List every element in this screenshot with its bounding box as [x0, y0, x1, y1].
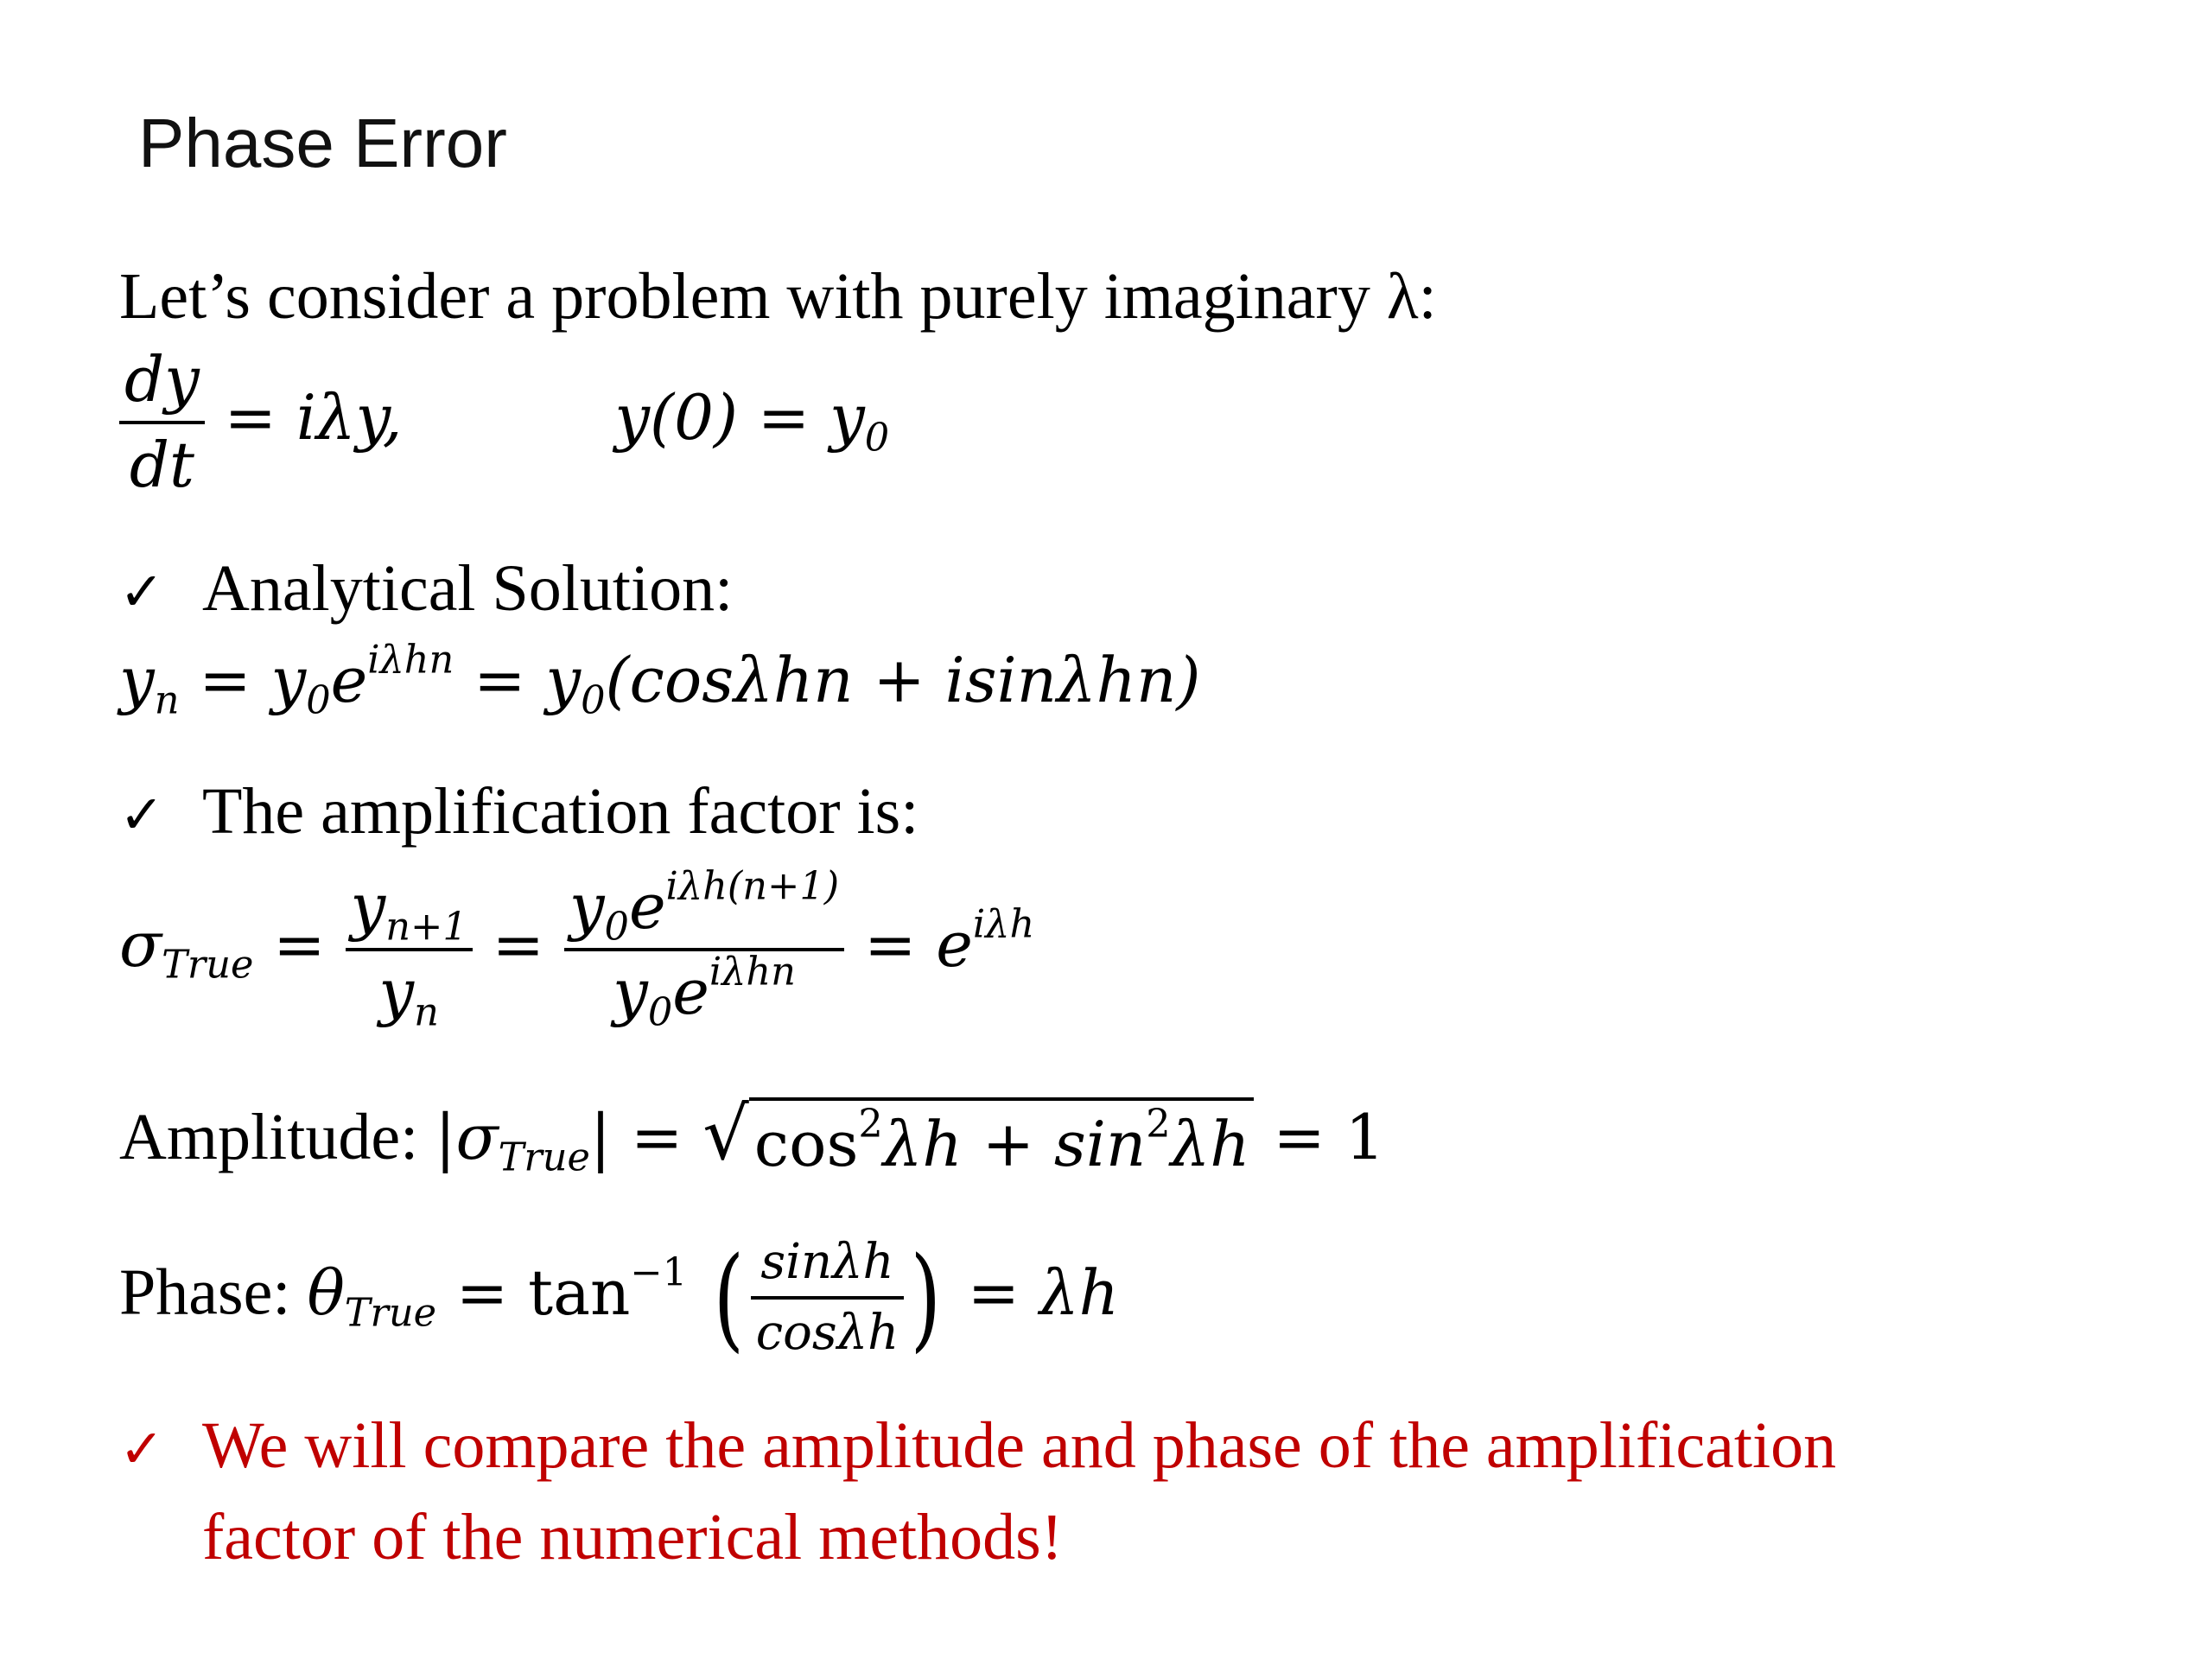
fraction-bar	[119, 421, 205, 424]
amplitude-equation: $|\sigma_{True}|$ = √ $\cos^2\lambda h + \sin^2\lambda h$ = 1	[435, 1091, 1385, 1180]
amplification-result: $e^{i\lambda h}$	[936, 901, 1035, 982]
sin-cos-fraction: $\frac{\sin\lambda h}{\cos\lambda h}$	[751, 1236, 904, 1359]
square-root: √ $\cos^2\lambda h + \sin^2\lambda h$	[702, 1097, 1253, 1180]
exponential-fraction: $\frac{y_0e^{i\lambda h(n+1)}}{y_0e^{i\lambda hn}}$	[564, 873, 844, 1027]
amplification-heading	[119, 774, 918, 849]
derivative-fraction	[119, 343, 205, 502]
amplitude-label: Amplitude:	[119, 1101, 435, 1173]
amplitude-line	[119, 1091, 1385, 1180]
conclusion-text-1: We will compare the amplitude and phase of the amplification	[202, 1409, 1837, 1482]
slide-title: Phase Error	[138, 105, 507, 181]
ode-rhs: = iλy,	[224, 381, 403, 454]
ratio-fraction: $\frac{y_{n+1}}{y_n}$	[346, 873, 473, 1027]
check-icon: ✓	[119, 1417, 164, 1480]
intro-text: Let’s consider a problem with purely imaginary λ:	[119, 260, 1437, 333]
amplification-equation: $\sigma_{True}$ = $\frac{y_{n+1}}{y_n}$ = $\frac{y_0e^{i\lambda h(n+1)}}{y_0e^{i\lambda hn}}$ = $e^{i\lambda h}$	[119, 863, 1035, 1035]
fraction-numerator: dy	[124, 343, 200, 416]
conclusion-line-2: factor of the numerical methods!	[202, 1501, 1064, 1573]
ode-equation	[119, 343, 890, 502]
check-icon: ✓	[119, 560, 164, 623]
fraction-denominator: dt	[129, 429, 194, 502]
check-icon: ✓	[119, 783, 164, 846]
initial-condition: $y(0) = y_0$	[614, 381, 890, 461]
phase-label: Phase:	[119, 1255, 308, 1329]
conclusion-line-1	[119, 1408, 1836, 1484]
phase-equation: $\theta_{True} = \tan^{-1}$ ( $\frac{\sin\lambda h}{\cos\lambda h}$ ) = λh	[307, 1231, 1119, 1363]
phase-line	[119, 1231, 1119, 1363]
analytical-label: Analytical Solution:	[202, 552, 734, 625]
amplification-label: The amplification factor is:	[202, 775, 919, 848]
analytical-heading	[119, 551, 733, 626]
analytical-equation: $y_n = y_0e^{i\lambda hn} = y_0(\cos\lambda hn + isin\lambda hn)$	[119, 637, 1201, 723]
